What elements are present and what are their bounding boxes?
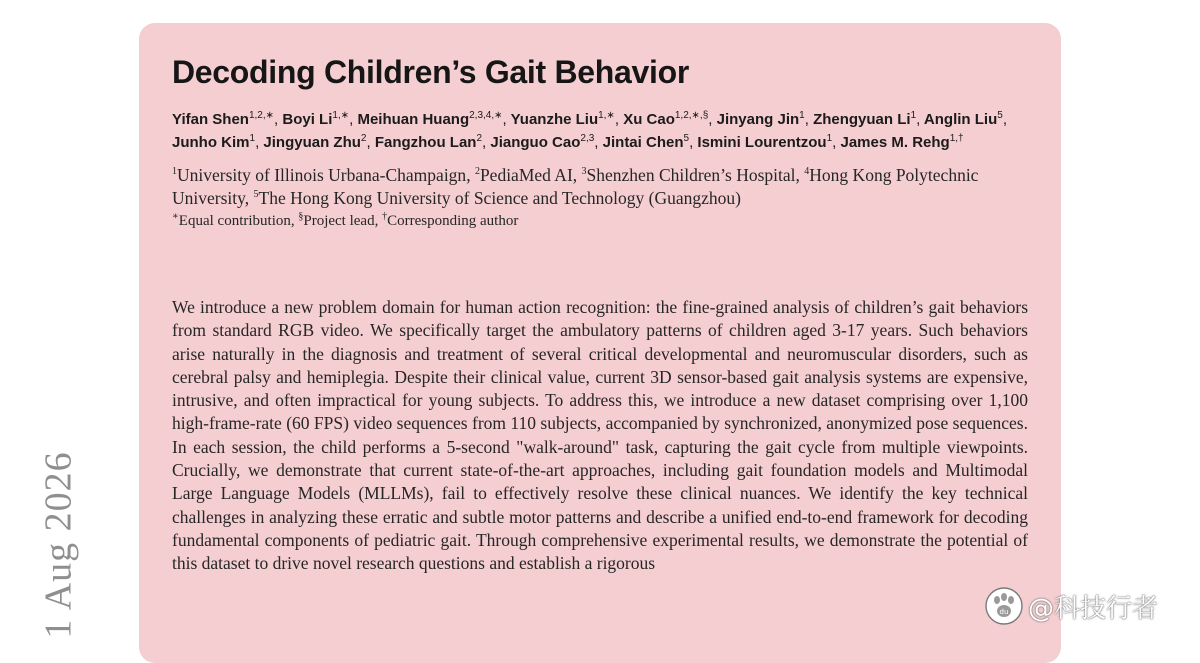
author-entry	[924, 111, 1003, 128]
affiliation-name: University of Illinois Urbana-Champaign	[177, 165, 467, 185]
affiliation-mark: 3	[581, 166, 587, 178]
affiliation-name: PediaMed AI	[479, 165, 573, 185]
affiliation-list	[172, 164, 1028, 210]
author-note-separator: ,	[374, 213, 379, 229]
author-entry	[511, 111, 615, 128]
author-entry	[375, 134, 482, 151]
arxiv-date-text: 1 Aug 2026	[38, 451, 81, 639]
author-separator: ,	[1002, 111, 1007, 128]
author-entry	[172, 134, 255, 151]
author-name: Ismini Lourentzou	[697, 134, 827, 151]
affiliation-name: The Hong Kong University of Science and Technology (Guangzhou)	[258, 188, 741, 208]
affiliation-entry	[254, 188, 742, 208]
affiliation-mark: 2	[474, 166, 480, 178]
author-name: Jingyuan Zhu	[263, 134, 361, 151]
author-separator: ,	[708, 111, 713, 128]
author-entry	[282, 111, 349, 128]
author-name: Boyi Li	[282, 111, 333, 128]
author-affiliation-marks: 1	[799, 110, 805, 121]
author-affiliation-marks: 1,†	[949, 133, 964, 144]
author-name: Jianguo Cao	[490, 134, 581, 151]
affiliation-separator: ,	[466, 165, 471, 185]
paper-title: Decoding Children’s Gait Behavior	[172, 54, 690, 90]
author-affiliation-marks: 1,∗	[598, 110, 615, 121]
author-note-mark: †	[382, 211, 388, 222]
author-note-text: Project lead	[303, 213, 375, 229]
author-list	[172, 108, 1028, 154]
watermark-text: @科技行者	[1028, 593, 1159, 624]
author-name: Yifan Shen	[172, 111, 249, 128]
author-affiliation-marks: 2	[360, 133, 367, 144]
paw-logo-icon	[984, 586, 1024, 626]
author-affiliation-marks: 1,∗	[332, 110, 350, 121]
author-affiliation-marks: 2,3,4,∗	[469, 110, 503, 121]
author-name: Zhengyuan Li	[813, 111, 911, 128]
author-separator: ,	[349, 111, 354, 128]
author-entry	[697, 134, 832, 151]
author-name: Yuanzhe Liu	[510, 111, 599, 128]
arxiv-date-stamp	[30, 450, 88, 640]
author-name: Jinyang Jin	[716, 111, 800, 128]
author-note	[298, 213, 374, 229]
author-affiliation-marks: 1	[910, 110, 917, 121]
author-name: Jintai Chen	[602, 134, 684, 151]
author-separator: ,	[689, 134, 694, 151]
author-separator: ,	[482, 134, 487, 151]
author-note	[382, 213, 518, 229]
author-affiliation-marks: 1,2,∗	[248, 110, 275, 121]
author-note-mark: §	[298, 211, 304, 222]
affiliation-mark: 1	[172, 166, 177, 178]
author-separator: ,	[255, 134, 260, 151]
author-separator: ,	[594, 134, 599, 151]
author-note-mark: ∗	[172, 211, 179, 222]
author-entry	[172, 111, 274, 128]
author-separator: ,	[274, 111, 279, 128]
author-affiliation-marks: 2,3	[580, 133, 595, 144]
author-name: Fangzhou Lan	[374, 134, 477, 151]
author-name: Junho Kim	[172, 134, 250, 151]
affiliation-name: Shenzhen Children’s Hospital	[586, 165, 796, 185]
author-separator: ,	[366, 134, 371, 151]
affiliation-separator: ,	[795, 165, 800, 185]
affiliation-mark: 5	[253, 189, 259, 201]
paper-header-card	[139, 23, 1061, 663]
source-watermark	[984, 586, 1158, 626]
author-entry	[357, 111, 502, 128]
svg-text:du: du	[999, 608, 1009, 616]
author-notes	[172, 210, 1028, 233]
author-separator: ,	[916, 111, 921, 128]
author-entry	[603, 134, 689, 151]
author-entry	[813, 111, 916, 128]
author-note-text: Equal contribution	[178, 213, 291, 229]
affiliation-name: Hong Kong Polytechnic University	[172, 165, 979, 208]
affiliation-mark: 4	[804, 166, 810, 178]
author-note-separator: ,	[290, 213, 295, 229]
affiliation-entry	[582, 165, 796, 185]
author-entry	[490, 134, 594, 151]
author-separator: ,	[832, 134, 837, 151]
affiliation-separator: ,	[244, 188, 250, 208]
abstract-text: We introduce a new problem domain for human action recognition: the fine-grained analysis of children’s gait behaviors from standard RGB video. We specifically target the ambulatory patterns of children aged 3-17 years. Such behaviors arise naturally in the diagnosis and treatment of several critical developmental and neuromuscular disorders, such as cerebral palsy and hemiplegia. Despite their clinical value, current 3D sensor-based gait analysis systems are expensive, intrusive, and often impractical for young subjects. To address this, we introduce a new dataset comprising over 1,100 high-frame-rate (60 FPS) video sequences from 110 subjects, accompanied by synchronized, anonymized pose sequences. In each session, the child performs a 5-second "walk-around" task, capturing the gait cycle from multiple viewpoints. Crucially, we demonstrate that current state-of-the-art approaches, including gait foundation models and Multimodal Large Language Models (MLLMs), fail to effectively resolve these clinical nuances. We identify the key technical challenges in analyzing these erratic and subtle motor patterns and describe a unified end-to-end framework for decoding fundamental components of pediatric gait. Through comprehensive experimental results, we demonstrate the potential of this dataset to drive novel research questions and establish a rigorous	[172, 297, 1028, 574]
author-name: Xu Cao	[623, 111, 675, 128]
author-note	[172, 213, 291, 229]
author-affiliation-marks: 1,2,∗,§	[674, 110, 709, 121]
author-entry	[623, 111, 708, 128]
author-affiliation-marks: 2	[476, 133, 483, 144]
author-entry	[263, 134, 366, 151]
affiliation-entry	[172, 165, 466, 185]
author-affiliation-marks: 5	[683, 133, 690, 144]
author-entry	[717, 111, 805, 128]
author-affiliation-marks: 1	[249, 133, 256, 144]
author-affiliation-marks: 1	[826, 133, 833, 144]
author-affiliation-marks: 5	[997, 110, 1003, 121]
author-separator: ,	[502, 111, 507, 128]
author-name: Anglin Liu	[923, 111, 998, 128]
author-entry	[840, 134, 963, 151]
author-separator: ,	[804, 111, 809, 128]
author-separator: ,	[614, 111, 620, 128]
author-note-text: Corresponding author	[387, 213, 519, 229]
affiliation-separator: ,	[572, 165, 578, 185]
author-name: James M. Rehg	[840, 134, 950, 151]
affiliation-entry	[475, 165, 573, 185]
author-name: Meihuan Huang	[357, 111, 470, 128]
